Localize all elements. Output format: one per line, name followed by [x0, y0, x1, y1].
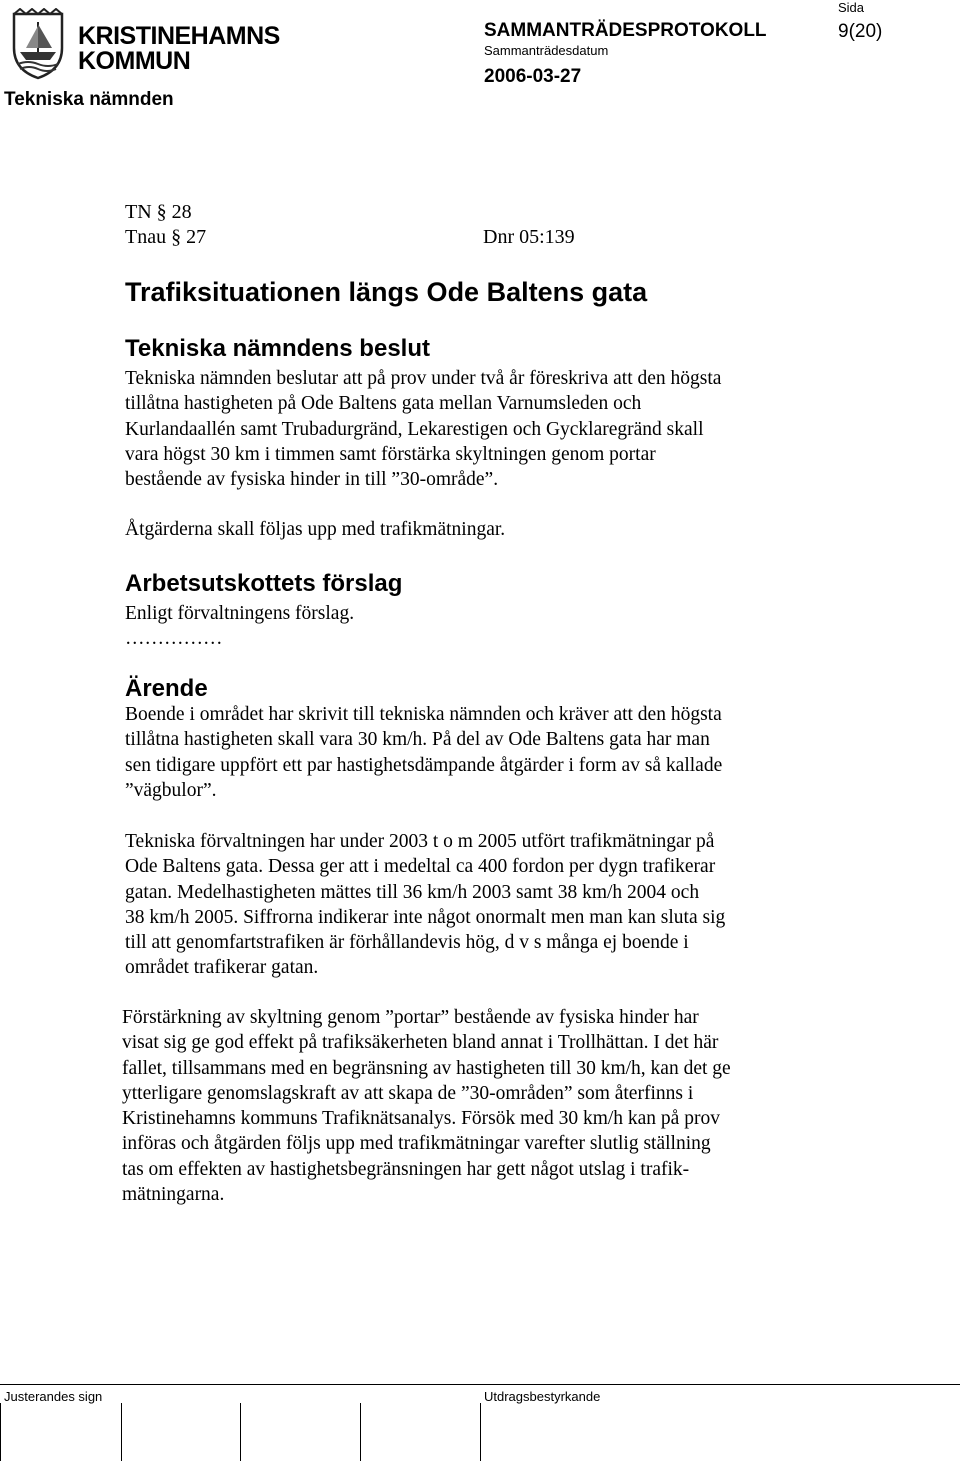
section-sign-icon: § [171, 226, 182, 248]
text-line: Tekniska nämnden beslutar att på prov under två år föreskriva att den högsta [125, 368, 722, 389]
text-line: ”vägbulor”. [125, 779, 217, 801]
protocol-title: SAMMANTRÄDESPROTOKOLL [484, 20, 767, 41]
text-line: tas om effekten av hastighetsbegränsningen har gett något utslag i trafik- [122, 1158, 690, 1180]
dotted-separator: …………… [125, 628, 223, 650]
municipality-logo-wordmark [78, 24, 280, 74]
matter-paragraph-1 [125, 702, 722, 803]
text-line: sen tidigare uppfört ett par hastighetsdämpande åtgärder i form av så kallade [125, 754, 723, 776]
footer-divider [0, 1384, 960, 1385]
text-line: ytterligare genomslagskraft av att skapa de ”30-områden” som återfinns i [122, 1082, 694, 1104]
matter-paragraph-3 [122, 1005, 731, 1207]
utdragsbestyrkande-label: Utdragsbestyrkande [484, 1389, 601, 1404]
matter-heading: Ärende [125, 675, 208, 702]
committee-name: Tekniska nämnden [4, 89, 174, 110]
signature-box-divider [480, 1403, 481, 1461]
text-line: till att genomfartstrafiken är förhållandevis hög, d v s många ej boende i [125, 932, 689, 954]
text-line: Åtgärderna skall följas upp med trafikmätningar. [125, 519, 506, 540]
diary-number: Dnr 05:139 [483, 226, 575, 248]
text-line: vara högst 30 km i timmen samt förstärka skyltningen genom portar [125, 443, 656, 465]
signature-box-divider [240, 1403, 241, 1461]
justerandes-sign-label: Justerandes sign [4, 1389, 103, 1404]
text-line: mätningarna. [122, 1184, 225, 1206]
matter-paragraph-2 [125, 829, 725, 981]
text-line: Förstärkning av skyltning genom ”portar” bestående av fysiska hinder har [122, 1007, 699, 1028]
text-line: gatan. Medelhastigheten mättes till 36 km/h 2003 samt 38 km/h 2004 och [125, 881, 700, 903]
signature-box-divider [121, 1403, 122, 1461]
tn-prefix: TN [125, 201, 152, 223]
signature-box-divider [360, 1403, 361, 1461]
tn-number: 28 [171, 201, 192, 223]
text-line: visat sig ge god effekt på trafiksäkerheten bland annat i Trollhättan. I det här [122, 1032, 719, 1054]
committee-proposal-text [125, 601, 354, 652]
page-title: Trafiksituationen längs Ode Baltens gata [125, 277, 648, 307]
text-line: införas och åtgärden följs upp med trafikmätningar varefter slutlig ställning [122, 1133, 711, 1155]
text-line: Boende i området har skrivit till tekniska nämnden och kräver att den högsta [125, 704, 722, 725]
text-line: Kristinehamns kommuns Trafiknätsanalys. Försök med 30 km/h kan på prov [122, 1108, 720, 1130]
text-line: Tekniska förvaltningen har under 2003 t o m 2005 utfört trafikmätningar på [125, 831, 715, 852]
text-line: området trafikerar gatan. [125, 957, 319, 979]
municipality-coat-of-arms-logo [10, 8, 66, 80]
tn-paragraph-ref [125, 201, 192, 224]
tnau-paragraph-ref [125, 226, 206, 249]
text-line: 38 km/h 2005. Siffrorna indikerar inte något onormalt men man kan sluta sig [125, 906, 726, 928]
logo-line-1: KRISTINEHAMNS [78, 22, 280, 50]
page-number: 9(20) [838, 21, 883, 42]
tnau-number: 27 [186, 226, 207, 248]
signature-box-divider [0, 1403, 1, 1461]
meeting-date: 2006-03-27 [484, 66, 582, 87]
text-line: Enligt förvaltningens förslag. [125, 603, 355, 624]
text-line: tillåtna hastigheten skall vara 30 km/h. På del av Ode Baltens gata har man [125, 729, 710, 751]
text-line: Kurlandaallén samt Trubadurgränd, Lekarestigen och Gycklaregränd skall [125, 418, 704, 440]
text-line: tillåtna hastigheten på Ode Baltens gata mellan Varnumsleden och [125, 393, 642, 415]
section-sign-icon: § [156, 201, 167, 223]
text-line: Ode Baltens gata. Dessa ger att i medeltal ca 400 fordon per dygn trafikerar [125, 856, 716, 878]
decision-followup [125, 517, 505, 542]
text-line: bestående av fysiska hinder in till ”30-område”. [125, 469, 499, 491]
tnau-prefix: Tnau [125, 226, 167, 248]
page-label: Sida [838, 0, 865, 15]
logo-line-2: KOMMUN [78, 47, 191, 75]
decision-heading: Tekniska nämndens beslut [125, 335, 430, 362]
committee-proposal-heading: Arbetsutskottets förslag [125, 570, 403, 597]
text-line: fallet, tillsammans med en begränsning av hastigheten till 30 km/h, kan det ge [122, 1057, 731, 1079]
decision-text [125, 366, 721, 492]
meeting-date-label: Sammanträdesdatum [484, 43, 609, 58]
